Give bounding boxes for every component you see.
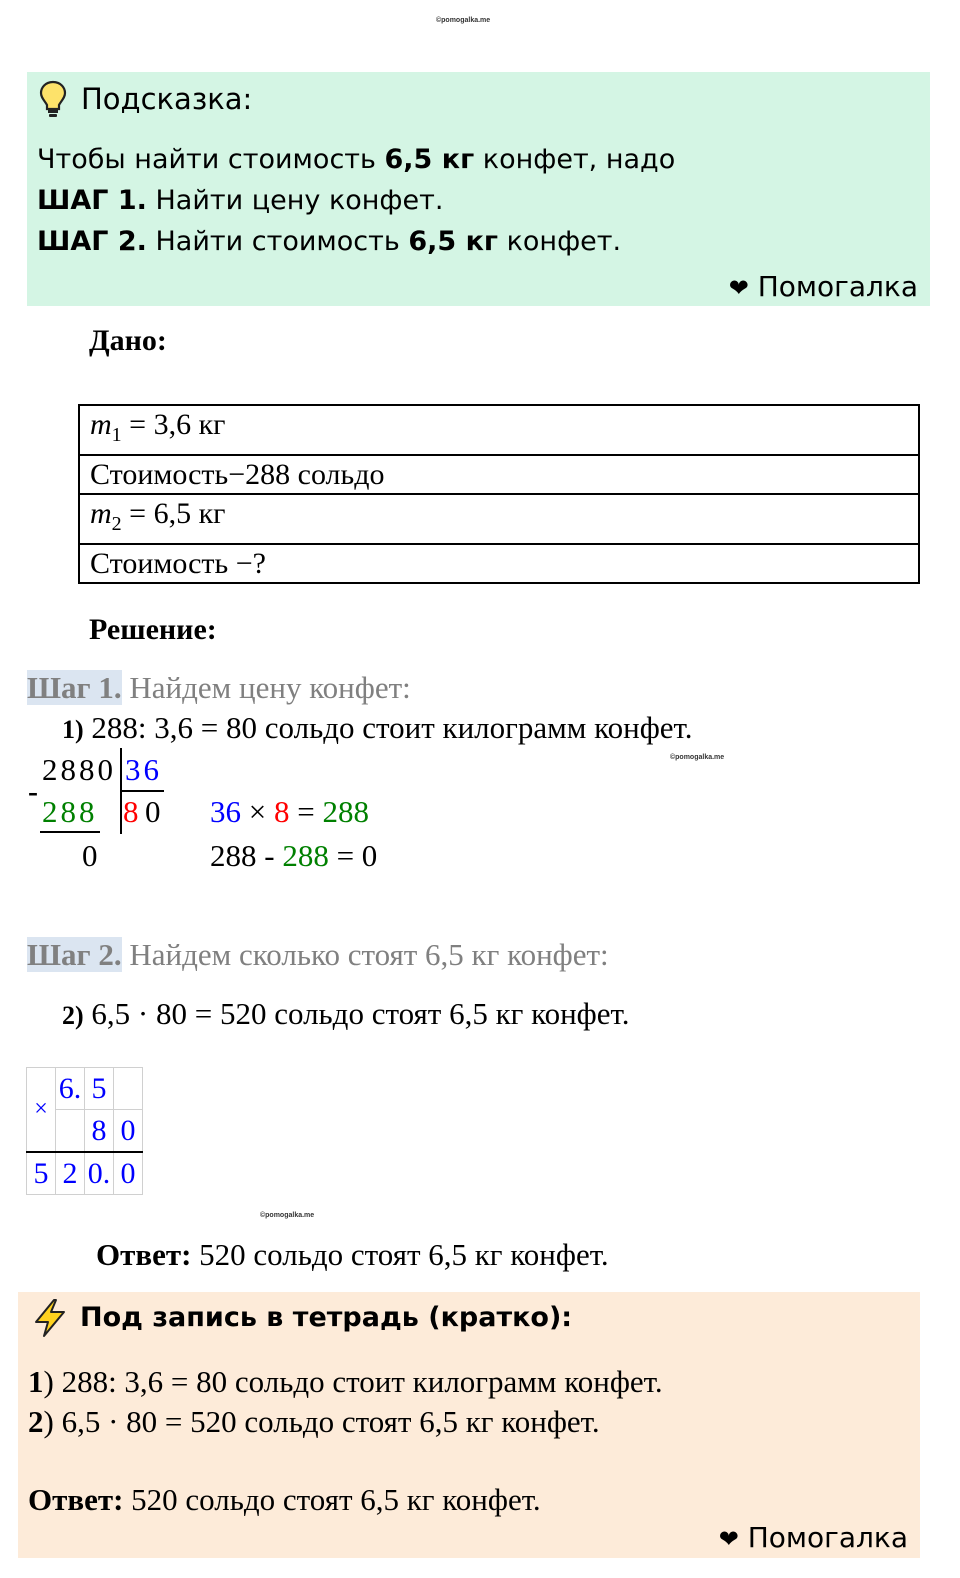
answer-line: Ответ: 520 сольдо стоят 6,5 кг конфет. <box>96 1237 609 1272</box>
notes-line-1: 1) 288: 3,6 = 80 сольдо стоит килограмм конфет. <box>28 1364 663 1399</box>
given-row: Стоимость−288 сольдо <box>79 455 919 494</box>
dividend: 2880 <box>42 752 116 787</box>
quotient-digit: 8 <box>123 794 139 829</box>
notes-line-2: 2) 6,5 · 80 = 520 сольдо стоят 6,5 кг конфет. <box>28 1404 600 1439</box>
division-divisor-line <box>122 790 164 792</box>
multiply-sign: × <box>27 1068 56 1153</box>
step-1-expression: 1) 288: 3,6 = 80 сольдо стоит килограмм конфет. <box>62 710 693 745</box>
step-2-expression: 2) 6,5 · 80 = 520 сольдо стоят 6,5 кг конфет. <box>62 996 630 1031</box>
watermark: ©pomogalka.me <box>670 754 725 761</box>
hint-box <box>27 72 930 306</box>
subtraction-line <box>40 831 100 833</box>
hint-line-1: Чтобы найти стоимость 6,5 кг конфет, надо <box>37 144 676 175</box>
remainder: 0 <box>82 838 98 873</box>
lightning-icon <box>30 1298 70 1343</box>
hint-step-1: ШАГ 1. Найти цену конфет. <box>37 185 444 216</box>
given-table <box>78 404 920 584</box>
brand-label: ❤ Помогалка <box>728 270 918 303</box>
minus-sign: - <box>28 775 38 808</box>
watermark: ©pomogalka.me <box>436 17 491 24</box>
given-heading: Дано: <box>89 324 167 357</box>
lightbulb-icon <box>39 80 67 123</box>
check-subtraction: 288 - 288 = 0 <box>210 838 378 873</box>
subtrahend: 288 <box>42 794 98 829</box>
heart-icon: ❤ <box>718 1525 739 1553</box>
brand-label: ❤ Помогалка <box>718 1521 908 1554</box>
solution-heading: Решение: <box>89 613 217 646</box>
multiplication-grid: × 6. 5 8 0 5 2 0. 0 <box>26 1067 143 1195</box>
watermark: ©pomogalka.me <box>260 1212 315 1219</box>
given-row: $m_1 = 3,6$ кг <box>79 405 919 455</box>
heart-icon: ❤ <box>728 274 749 302</box>
hint-step-2: ШАГ 2. Найти стоимость 6,5 кг конфет. <box>37 226 622 257</box>
given-row: $m_2 = 6,5$ кг <box>79 494 919 544</box>
step-1-title: Шаг 1. Найдем цену конфет: <box>27 670 411 705</box>
notes-answer: Ответ: 520 сольдо стоят 6,5 кг конфет. <box>28 1482 541 1517</box>
step-2-title: Шаг 2. Найдем сколько стоят 6,5 кг конфет: <box>27 937 609 972</box>
given-row: Стоимость −? <box>79 544 919 583</box>
notes-box <box>18 1292 920 1558</box>
notes-title: Под запись в тетрадь (кратко): <box>80 1302 573 1333</box>
divisor: 36 <box>125 752 162 787</box>
hint-title: Подсказка: <box>81 82 253 116</box>
quotient-digit: 0 <box>145 794 161 829</box>
check-multiplication: 36 × 8 = 288 <box>210 794 369 829</box>
